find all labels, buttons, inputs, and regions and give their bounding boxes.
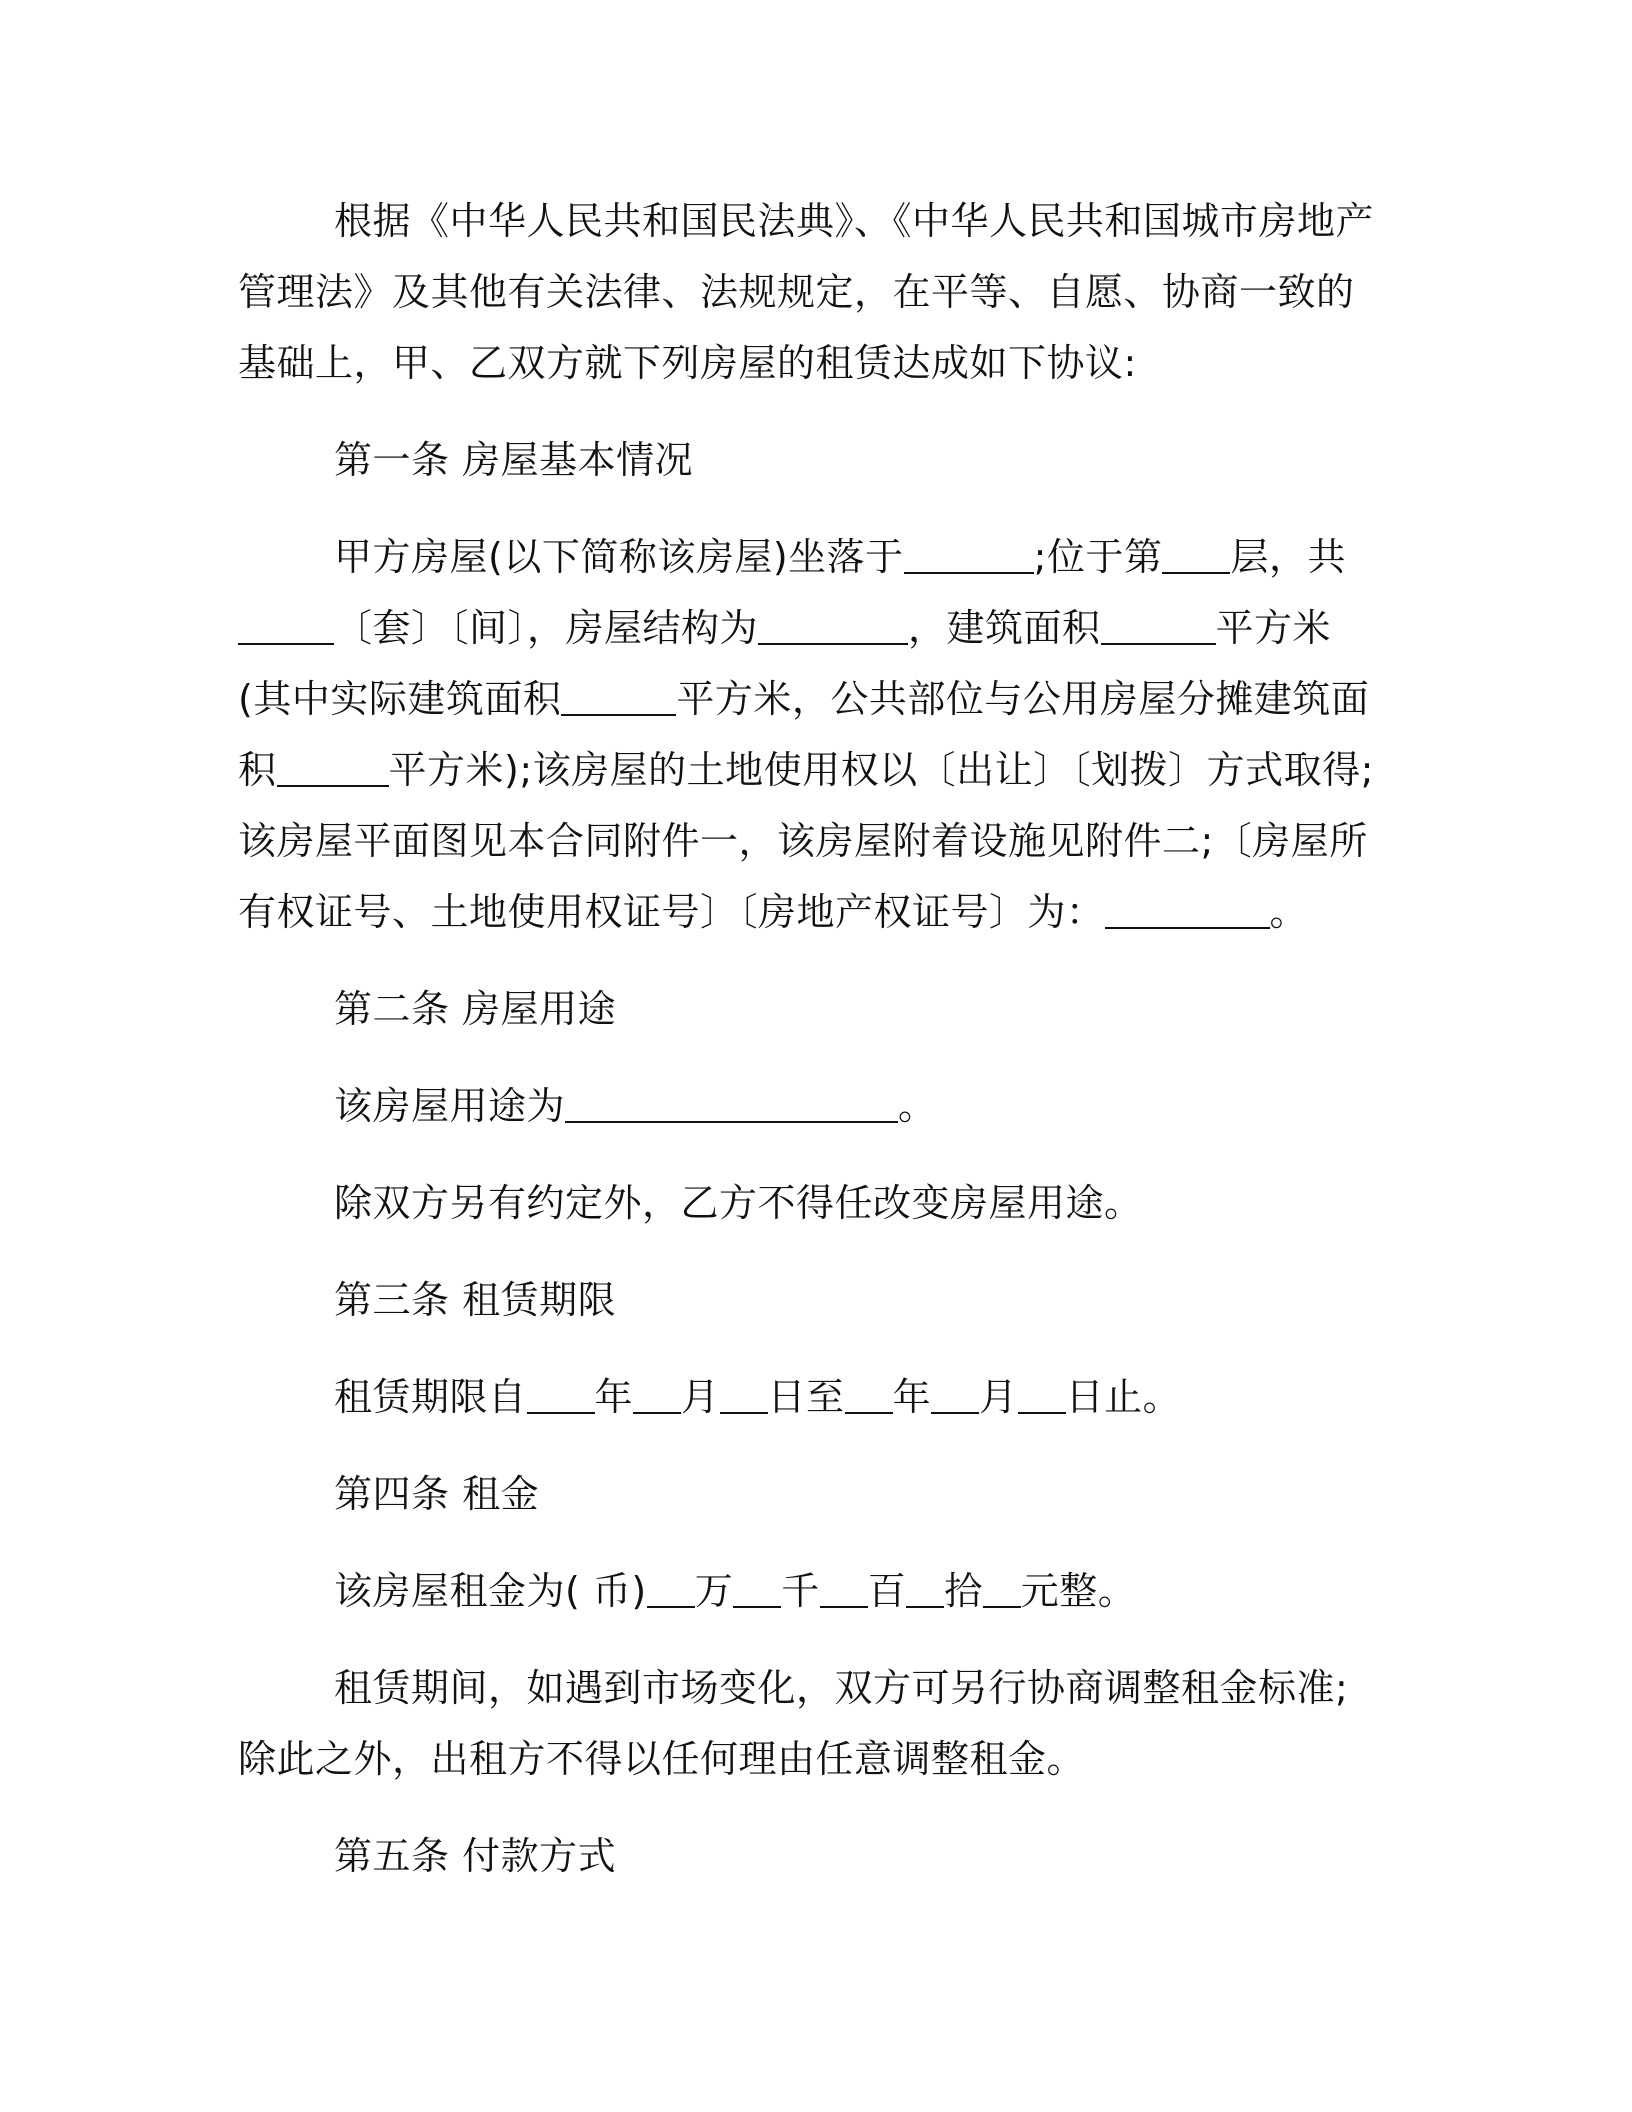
rent-ten-blank (906, 1568, 944, 1608)
actual-area-blank (561, 676, 676, 716)
article-1-text: 层，共 (1230, 535, 1346, 579)
article-2-title: 第二条 房屋用途 (334, 987, 617, 1031)
article-2-text: 该房屋用途为 (334, 1084, 566, 1128)
article-3-text: 日止。 (1065, 1375, 1182, 1419)
article-1-title: 第一条 房屋基本情况 (334, 438, 694, 482)
article-4-text: 万 (694, 1569, 734, 1613)
article-4-text: 百 (867, 1569, 907, 1613)
article-1-text: 平方米);该房屋的土地使用权以〔出让〕〔划拨〕方式取得;该房屋平面图见本合同附件一，该房屋附着设施见附件二;〔房屋所有权证号、土地使用权证号〕〔房地产权证号〕为： (238, 748, 1374, 934)
preamble-paragraph: 根据《中华人民共和国民法典》、《中华人民共和国城市房地产管理法》及其他有关法律、法规规定，在平等、自愿、协商一致的基础上，甲、乙双方就下列房屋的租赁达成如下协议: (238, 199, 1375, 385)
end-year-blank (845, 1374, 893, 1414)
rent-yuan-blank (983, 1568, 1021, 1608)
article-4-text: 元整。 (1020, 1569, 1137, 1613)
article-1-text: ，建筑面积 (908, 606, 1101, 650)
article-1-paragraph (238, 522, 1384, 948)
structure-blank (758, 605, 908, 645)
article-1-text: 平方米，公共部位与公用房屋分摊建筑面积 (238, 677, 1370, 792)
article-1-text: 甲方房屋(以下简称该房屋)坐落于 (334, 535, 904, 579)
article-2-paragraph-2: 除双方另有约定外，乙方不得任改变房屋用途。 (334, 1181, 1143, 1225)
article-2-text: 。 (898, 1084, 937, 1128)
article-3-text: 租赁期限自 (334, 1375, 527, 1419)
rent-hundred-blank (820, 1568, 868, 1608)
shared-area-blank (277, 747, 389, 787)
certificate-number-blank (1105, 889, 1270, 929)
location-blank (904, 534, 1034, 574)
end-month-blank (931, 1374, 979, 1414)
article-3-text: 年 (594, 1375, 634, 1419)
floor-blank (1162, 534, 1230, 574)
rent-thousand-blank (733, 1568, 781, 1608)
article-1-text: ;位于第 (1033, 535, 1163, 579)
article-4-title: 第四条 租金 (334, 1472, 540, 1516)
end-day-blank (1018, 1374, 1066, 1414)
total-floors-blank (238, 605, 334, 645)
usage-blank (565, 1083, 898, 1123)
article-4-text: 拾 (944, 1569, 983, 1613)
article-2-paragraph (238, 1071, 1384, 1142)
article-1-text: 。 (1269, 890, 1309, 934)
start-year-blank (527, 1374, 595, 1414)
building-area-blank (1101, 605, 1216, 645)
article-3-paragraph (238, 1362, 1384, 1433)
article-4-text: 千 (781, 1569, 820, 1613)
start-day-blank (720, 1374, 768, 1414)
article-3-title: 第三条 租赁期限 (334, 1278, 617, 1322)
article-3-text: 日至 (767, 1375, 845, 1419)
article-1-text: 〔套〕〔间〕，房屋结构为 (334, 606, 759, 650)
article-4-text: 该房屋租金为( 币) (334, 1569, 647, 1613)
article-1-text: 平方米(其中实际建筑面积 (238, 606, 1332, 721)
article-3-text: 月 (681, 1375, 720, 1419)
article-4-paragraph-2: 租赁期间，如遇到市场变化，双方可另行协商调整租金标准;除此之外，出租方不得以任何理由任意调整租金。 (238, 1666, 1349, 1781)
article-4-paragraph (238, 1556, 1384, 1627)
article-3-text: 年 (892, 1375, 932, 1419)
start-month-blank (633, 1374, 681, 1414)
rent-ten-thousand-blank (647, 1568, 695, 1608)
document-body (238, 186, 1384, 1892)
article-3-text: 月 (979, 1375, 1018, 1419)
article-5-title: 第五条 付款方式 (334, 1834, 617, 1878)
